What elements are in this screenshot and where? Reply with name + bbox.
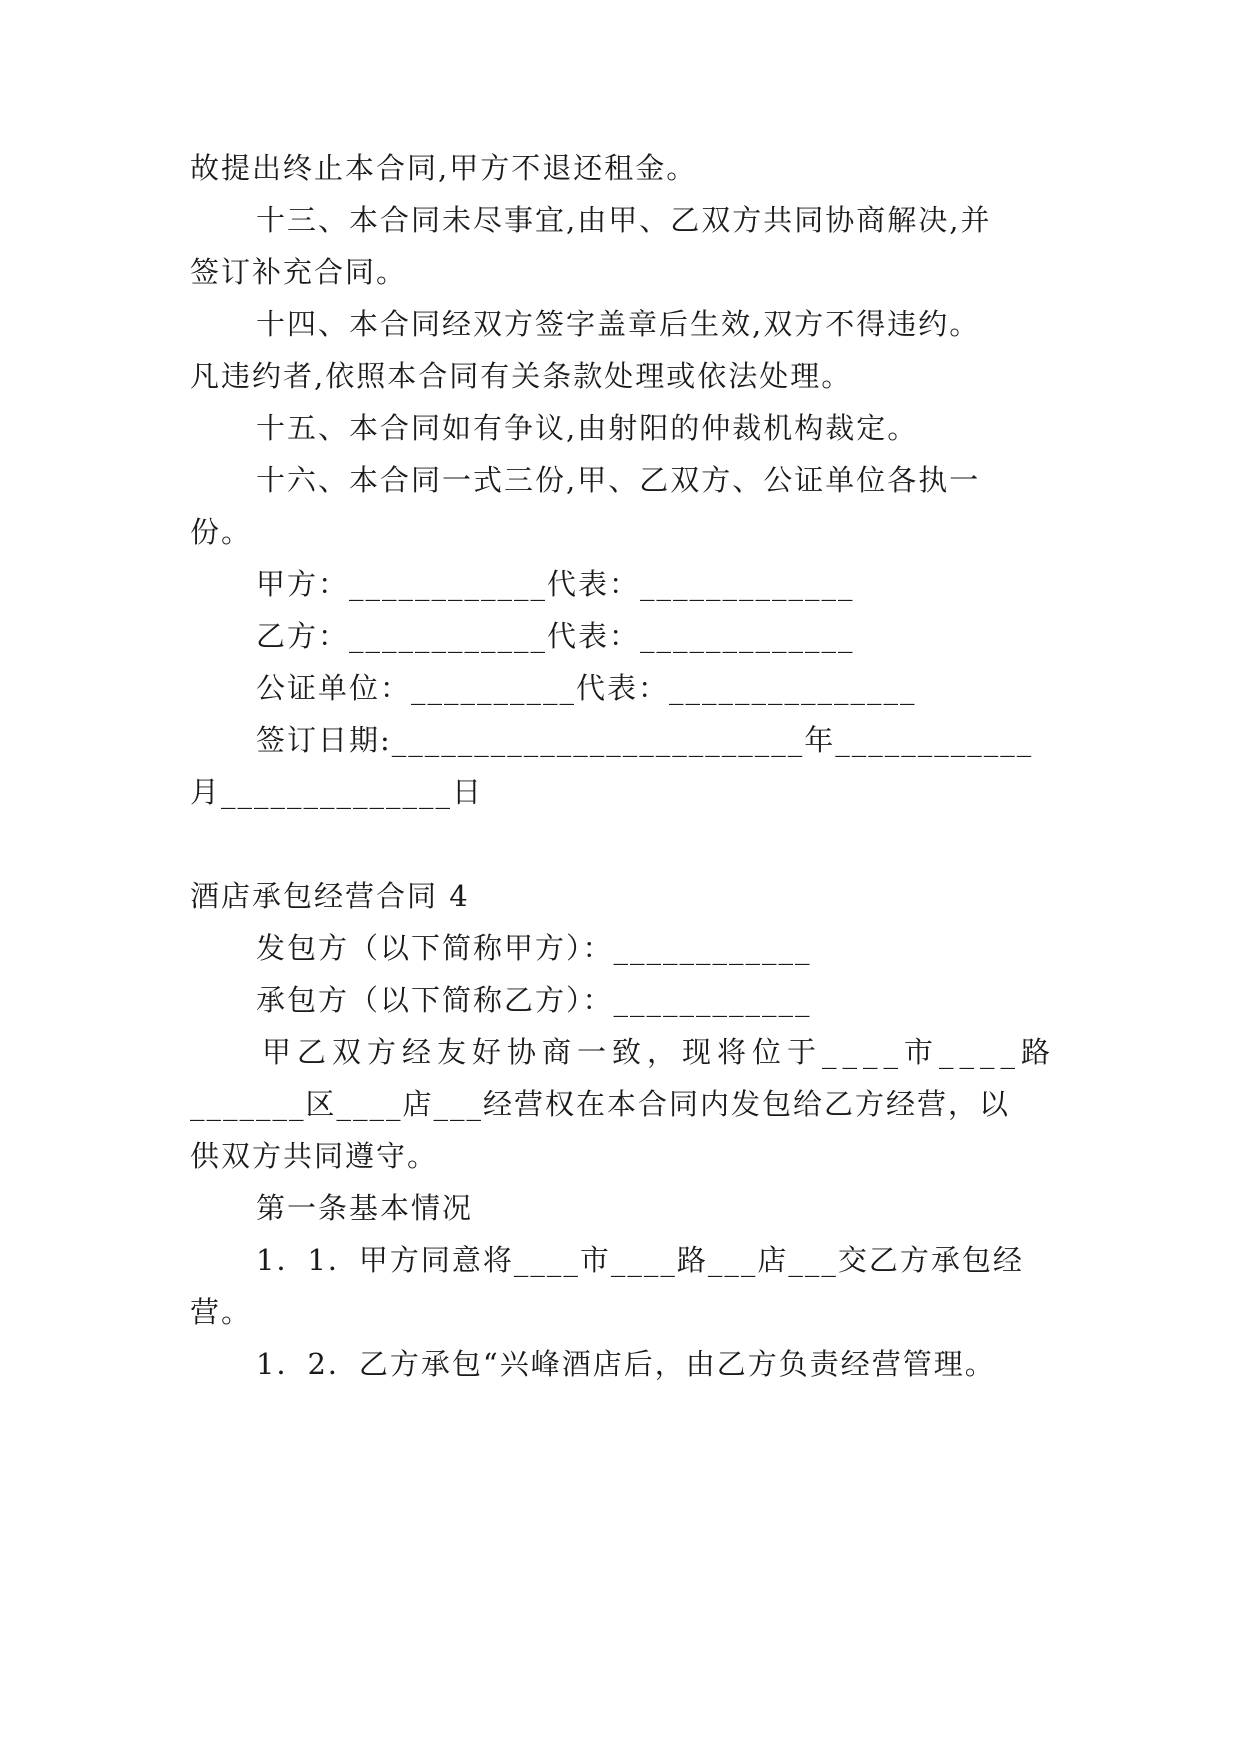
clause-13: 十三、本合同未尽事宜,由甲、乙双方共同协商解决,并 <box>256 203 992 237</box>
paragraph-line: _______区____店___经营权在本合同内发包给乙方经营，以 <box>190 1087 1011 1121</box>
text-line: 签订补充合同。 <box>190 255 408 289</box>
article-item-1-2: 1．2．乙方承包“兴峰酒店后，由乙方负责经营管理。 <box>256 1347 996 1381</box>
signing-date-line-2: 月______________日 <box>190 775 484 809</box>
text-line: 凡违约者,依照本合同有关条款处理或依法处理。 <box>190 359 853 393</box>
signing-date-line: 签订日期:_________________________年____________ <box>256 723 1034 757</box>
text-line: 故提出终止本合同,甲方不退还租金。 <box>190 151 698 185</box>
paragraph-line: 供双方共同遵守。 <box>190 1139 439 1173</box>
signature-party-a: 甲方：____________代表：_____________ <box>256 567 855 601</box>
paragraph-line: 营。 <box>190 1295 253 1329</box>
article-heading: 第一条基本情况 <box>256 1191 474 1225</box>
text-line: 份。 <box>190 515 253 549</box>
signature-notary: 公证单位：__________代表：_______________ <box>256 671 917 705</box>
clause-14: 十四、本合同经双方签字盖章后生效,双方不得违约。 <box>256 307 981 341</box>
paragraph-line: 甲乙双方经友好协商一致，现将位于____市____路 <box>262 1035 1057 1069</box>
clause-16: 十六、本合同一式三份,甲、乙双方、公证单位各执一 <box>256 463 981 497</box>
contractor-party-b: 承包方（以下简称乙方）：____________ <box>256 983 812 1017</box>
clause-15: 十五、本合同如有争议,由射阳的仲裁机构裁定。 <box>256 411 919 445</box>
signature-party-b: 乙方：____________代表：_____________ <box>256 619 855 653</box>
contractor-party-a: 发包方（以下简称甲方）：____________ <box>256 931 812 965</box>
article-item-1-1: 1．1．甲方同意将____市____路___店___交乙方承包经 <box>256 1243 1024 1277</box>
section-title: 酒店承包经营合同 4 <box>190 879 470 913</box>
